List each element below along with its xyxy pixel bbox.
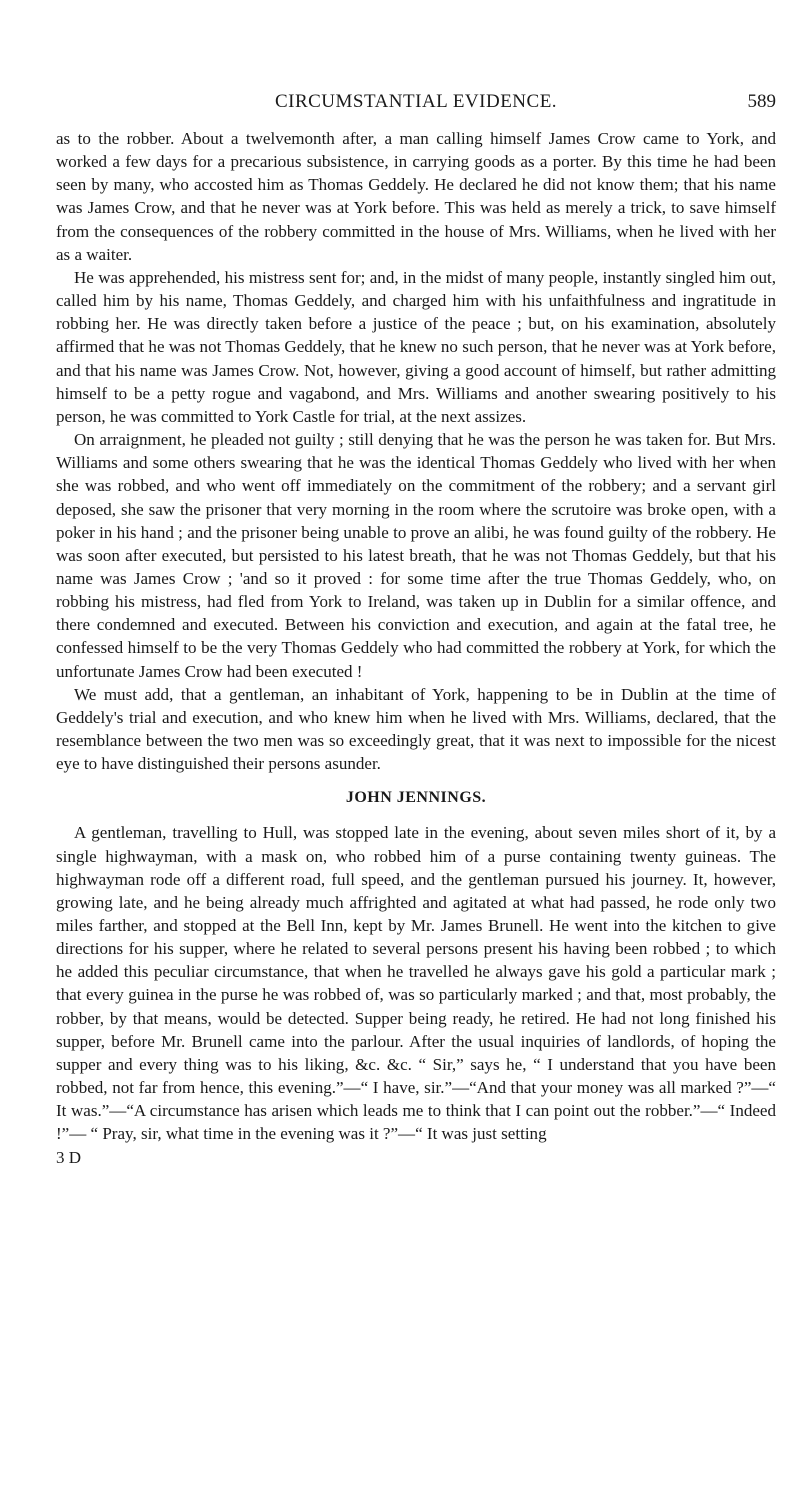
signature-mark: 3 D	[56, 1147, 82, 1167]
paragraph-2: He was apprehended, his mistress sent for; and, in the midst of many people, instantly singled him out, called him by his name, Thomas Geddely, and charged him with his unfaithfulness and ingratitude in robbing her. He was directly taken before a justice of the peace ; but, on his examination, absolutely affirmed that he was not Thomas Geddely, that he knew no such person, that he never was at York before, and that his name was James Crow. Not, however, giving a good account of himself, but rather admitting himself to be a petty rogue and vagabond, and Mrs. Williams and another swearing positively to his person, he was committed to York Castle for trial, at the next assizes.	[56, 267, 776, 426]
paragraph-3: On arraignment, he pleaded not guilty ; still denying that he was the person he was taken for. But Mrs. Williams and some others swearing that he was the identical Thomas Geddely who lived with her when she was robbed, and who went off immediately on the commitment of the robbery; and a servant girl deposed, she saw the prisoner that very morning in the room where the scrutoire was broke open, with a poker in his hand ; and the prisoner being unable to prove an alibi, he was found guilty of the robbery. He was soon after executed, but persisted to his latest breath, that he was not Thomas Geddely, but that his name was James Crow ; 'and so it proved : for some time after the true Thomas Geddely, who, on robbing his mistress, had fled from York to Ireland, was taken up in Dublin for a similar offence, and there condemned and executed. Between his conviction and execution, and again at the fatal tree, he confessed himself to be the very Thomas Geddely who had committed the robbery at York, for which the unfortunate James Crow had been executed !	[56, 430, 776, 681]
section-paragraph: A gentleman, travelling to Hull, was stopped late in the evening, about seven miles short of it, by a single highwayman, with a mask on, who robbed him of a purse containing twenty guineas. The highwayman rode off a different road, full speed, and the gentleman pursued his journey. It, however, growing late, and he being already much affrighted and agitated at what had passed, he rode only two miles farther, and stopped at the Bell Inn, kept by Mr. James Brunell. He went into the kitchen to give directions for his supper, where he related to several persons present his having been robbed ; to which he added this peculiar circumstance, that when he travelled he always gave his gold a particular mark ; that every guinea in the purse he was robbed of, was so particularly marked ; and that, most probably, the robber, by that means, would be detected. Supper being ready, he retired. He had not long finished his supper, before Mr. Brunell came into the parlour. After the usual inquiries of landlords, of hoping the supper and every thing was to his liking, &c. &c. “ Sir,” says he, “ I understand that you have been robbed, not far from hence, this evening.”—“ I have, sir.”—“And that your money was all marked ?”—“ It was.”—“A circumstance has arisen which leads me to think that I can point out the robber.”—“ Indeed !”— “ Pray, sir, what time in the evening was it ?”—“ It was just setting	[56, 823, 776, 1144]
page-number: 589	[747, 91, 776, 112]
paragraph-4: We must add, that a gentleman, an inhabitant of York, happening to be in Dublin at the time of Geddely's trial and execution, and who knew him when he lived with Mrs. Williams, declared, that the resemblance between the two men was so exceedingly great, that it was next to impossible for the nicest eye to have distinguished their persons asunder.	[56, 684, 776, 774]
body-text	[56, 127, 776, 1169]
section-heading: JOHN JENNINGS.	[345, 789, 487, 807]
running-head	[56, 91, 776, 119]
running-title: CIRCUMSTANTIAL EVIDENCE.	[274, 91, 558, 112]
paragraph-1: as to the robber. About a twelvemonth after, a man calling himself James Crow came to York, and worked a few days for a precarious subsistence, in carrying goods as a porter. By this time he had been seen by many, who accosted him as Thomas Geddely. He declared he did not know them; that his name was James Crow, and that he never was at York before. This was held as merely a trick, to save himself from the consequences of the robbery committed in the house of Mrs. Williams, when he lived with her as a waiter.	[56, 129, 776, 264]
